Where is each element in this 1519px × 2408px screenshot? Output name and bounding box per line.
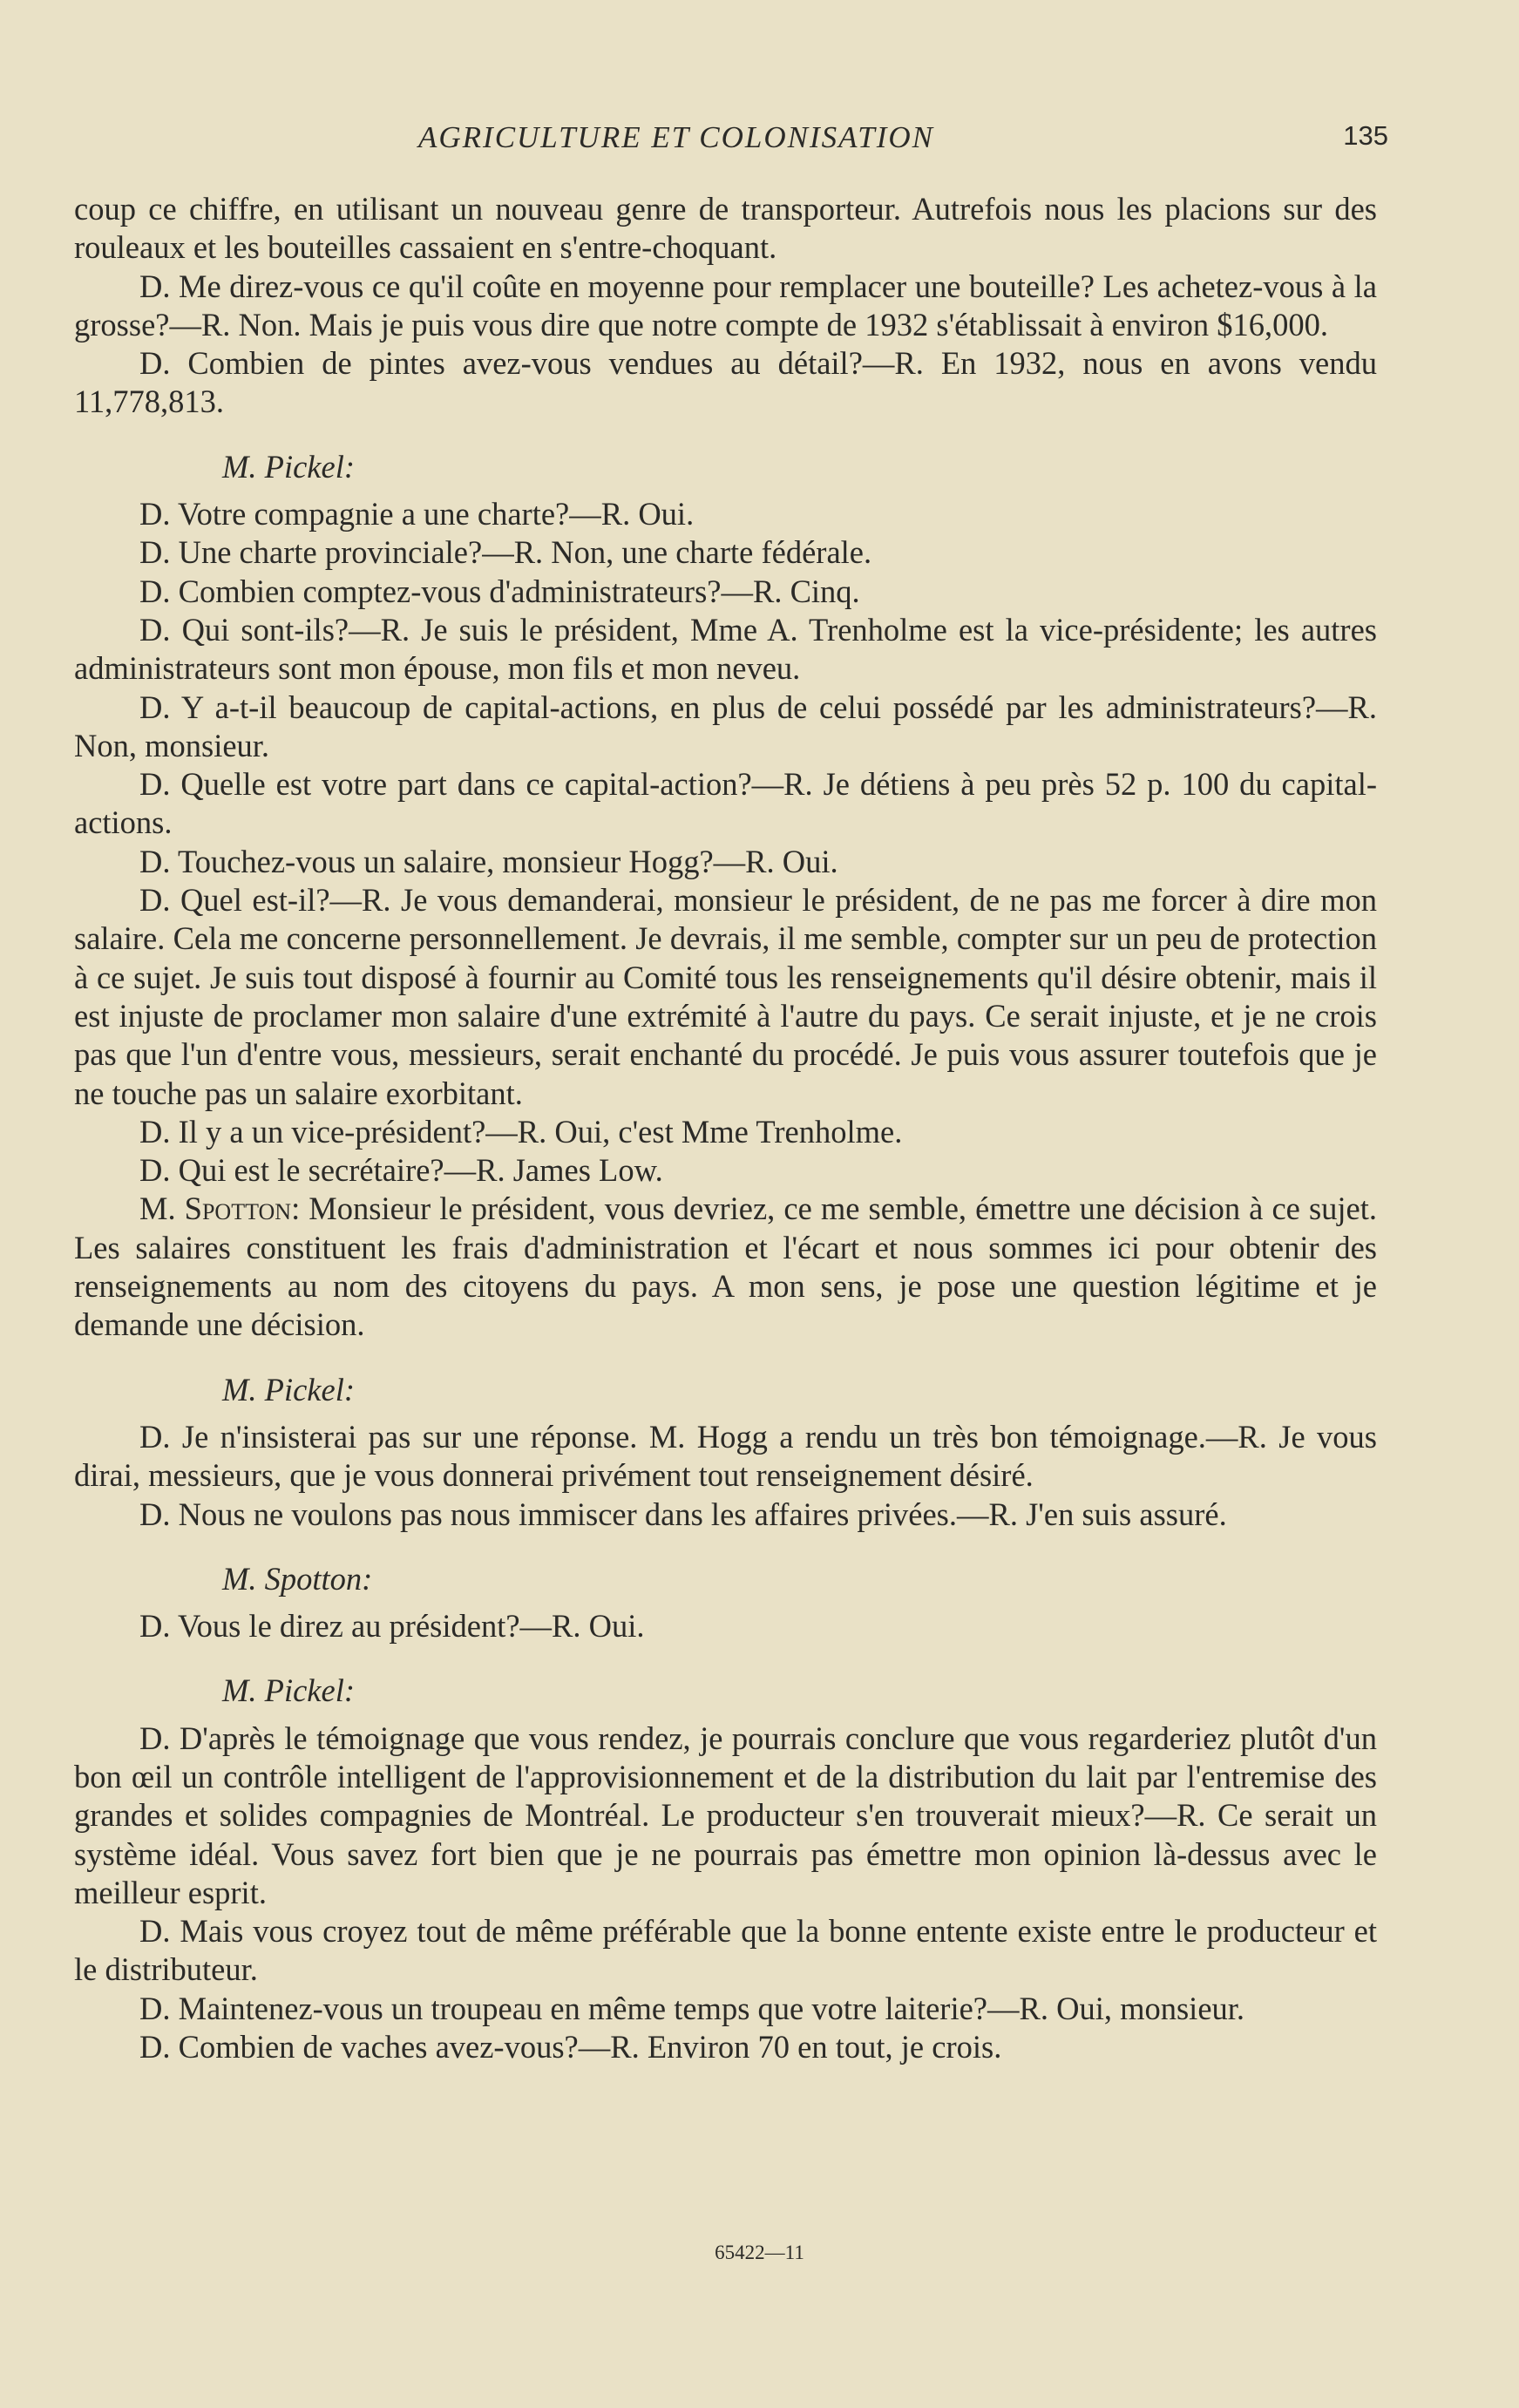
paragraph-text: D. Vous le direz au président?—R. Oui. <box>139 1608 645 1645</box>
body-paragraph <box>74 1113 1377 1151</box>
speaker-name: M. Spotton <box>139 1190 292 1227</box>
paragraph-text: D. Touchez-vous un salaire, monsieur Hogg?—R. Oui. <box>139 843 838 879</box>
body-paragraph <box>74 611 1377 688</box>
speaker-heading: M. Pickel: <box>222 1371 355 1407</box>
speaker-heading: M. Spotton: <box>222 1560 373 1597</box>
body-paragraph <box>74 881 1377 1113</box>
body-paragraph <box>74 344 1377 422</box>
speaker-heading: M. Pickel: <box>222 1672 355 1709</box>
body-text <box>74 190 1377 2066</box>
page-header <box>418 120 1388 162</box>
paragraph-text: D. Combien de pintes avez-vous vendues au détail?—R. En 1932, nous en avons vendu 11,778,813. <box>74 345 1377 420</box>
paragraph-text: D. Combien de vaches avez-vous?—R. Environ 70 en tout, je crois. <box>139 2029 1002 2065</box>
paragraph-text: D. Quelle est votre part dans ce capital-action?—R. Je détiens à peu près 52 p. 100 du capital-actions. <box>74 766 1377 841</box>
body-paragraph <box>74 843 1377 881</box>
paragraph-text: : Monsieur le président, vous devriez, ce me semble, émettre une décision à ce sujet. Les salaires constituent les frais d'administration et l'écart et nous sommes ici pour obtenir des renseignements au nom des citoyens du pays. A mon sens, je pose une question légitime et je demande une décision. <box>74 1190 1378 1343</box>
body-paragraph <box>74 2028 1377 2066</box>
paragraph-text: D. Maintenez-vous un troupeau en même temps que votre laiterie?—R. Oui, monsieur. <box>139 1990 1245 2026</box>
body-paragraph <box>74 765 1377 843</box>
body-paragraph <box>74 1151 1377 1190</box>
paragraph-text: D. Il y a un vice-président?—R. Oui, c'est Mme Trenholme. <box>139 1113 903 1150</box>
paragraph-text: D. Qui est le secrétaire?—R. James Low. <box>139 1152 663 1189</box>
paragraph-text: D. Nous ne voulons pas nous immiscer dans les affaires privées.—R. J'en suis assuré. <box>139 1496 1227 1532</box>
body-paragraph <box>74 1190 1377 1344</box>
body-paragraph <box>74 1990 1377 2028</box>
paragraph-text: coup ce chiffre, en utilisant un nouveau genre de transporteur. Autrefois nous les placions sur des rouleaux et les bouteilles cassaient en s'entre-choquant. <box>74 191 1377 266</box>
body-paragraph <box>74 268 1377 345</box>
body-paragraph <box>74 533 1377 572</box>
running-title: AGRICULTURE ET COLONISATION <box>418 120 934 154</box>
body-paragraph <box>74 1912 1377 1990</box>
body-paragraph <box>74 190 1377 268</box>
paragraph-text: D. Je n'insisterai pas sur une réponse. M. Hogg a rendu un très bon témoignage.—R. Je vous dirai, messieurs, que je vous donnerai privément tout renseignement désiré. <box>74 1418 1377 1494</box>
printer-signature: 65422—11 <box>715 2242 804 2263</box>
body-paragraph <box>74 1496 1377 1534</box>
speaker-heading: M. Pickel: <box>222 448 355 485</box>
paragraph-text: D. Quel est-il?—R. Je vous demanderai, monsieur le président, de ne pas me forcer à dire mon salaire. Cela me concerne personnellement. Je devrais, il me semble, compter sur un peu de protection à ce sujet. Je suis tout disposé à fournir au Comité tous les renseignements qu'il désire obtenir, mais il est injuste de proclamer mon salaire d'une extrémité à l'autre du pays. Ce serait injuste, et je ne crois pas que l'un d'entre vous, messieurs, serait enchanté du procédé. Je puis vous assurer toutefois que je ne touche pas un salaire exorbitant. <box>74 882 1377 1111</box>
body-paragraph <box>74 1607 1377 1645</box>
body-paragraph <box>74 688 1377 766</box>
paragraph-text: D. Une charte provinciale?—R. Non, une charte fédérale. <box>139 534 872 571</box>
paragraph-text: D. Mais vous croyez tout de même préférable que la bonne entente existe entre le producteur et le distributeur. <box>74 1913 1377 1988</box>
body-paragraph <box>74 573 1377 611</box>
paragraph-text: D. Me direz-vous ce qu'il coûte en moyenne pour remplacer une bouteille? Les achetez-vous à la grosse?—R. Non. Mais je puis vous dire que notre compte de 1932 s'établissait à environ $16,000. <box>74 268 1377 343</box>
paragraph-text: D. Votre compagnie a une charte?—R. Oui. <box>139 496 695 532</box>
paragraph-text: D. D'après le témoignage que vous rendez, je pourrais conclure que vous regarderiez plutôt d'un bon œil un contrôle intelligent de l'approvisionnement et de la distribution du lait par l'entremise des grandes et solides compagnies de Montréal. Le producteur s'en trouverait mieux?—R. Ce serait un système idéal. Vous savez fort bien que je ne pourrais pas émettre mon opinion là-dessus avec le meilleur esprit. <box>74 1720 1377 1910</box>
body-paragraph <box>74 495 1377 533</box>
body-paragraph <box>74 1418 1377 1496</box>
paragraph-text: D. Combien comptez-vous d'administrateurs?—R. Cinq. <box>139 573 860 609</box>
paragraph-text: D. Y a-t-il beaucoup de capital-actions, en plus de celui possédé par les administrateurs?—R. Non, monsieur. <box>74 688 1377 763</box>
paragraph-text: D. Qui sont-ils?—R. Je suis le président, Mme A. Trenholme est la vice-présidente; les autres administrateurs sont mon épouse, mon fils et mon neveu. <box>74 611 1377 687</box>
body-paragraph <box>74 1720 1377 1912</box>
page-number: 135 <box>1343 120 1388 151</box>
